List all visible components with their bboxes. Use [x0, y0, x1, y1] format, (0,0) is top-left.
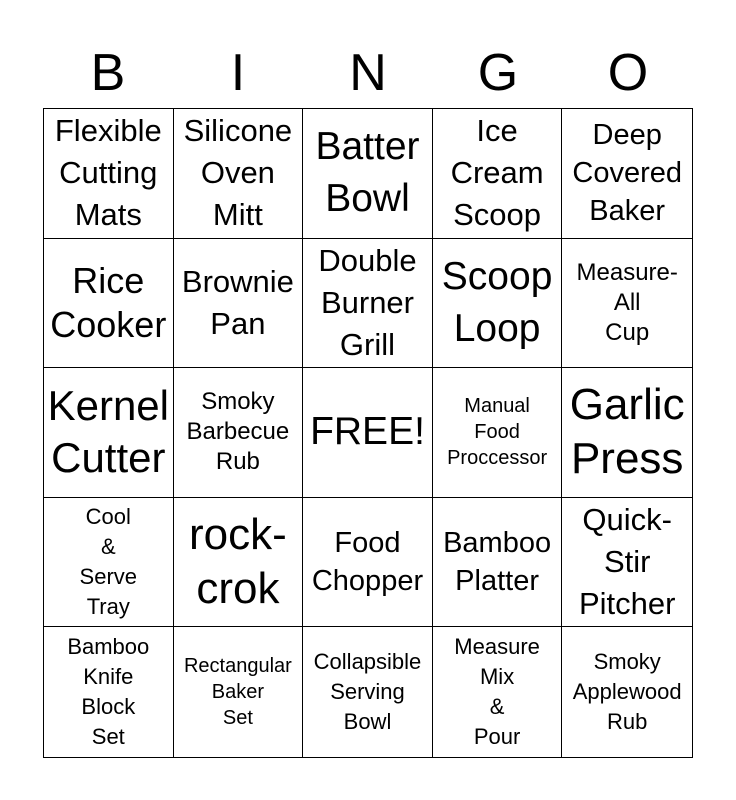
header-letter-n: N — [349, 44, 387, 102]
bingo-cell[interactable]: Collapsible Serving Bowl — [303, 627, 433, 757]
header-letter-i: I — [230, 44, 246, 102]
bingo-cell[interactable]: Deep Covered Baker — [562, 109, 692, 239]
bingo-cell[interactable]: Silicone Oven Mitt — [174, 109, 304, 239]
bingo-grid — [43, 108, 693, 758]
bingo-cell[interactable]: Garlic Press — [562, 368, 692, 498]
bingo-cell[interactable]: Measure Mix & Pour — [433, 627, 563, 757]
bingo-cell[interactable]: Cool & Serve Tray — [44, 498, 174, 628]
bingo-cell[interactable]: Food Chopper — [303, 498, 433, 628]
bingo-cell[interactable]: Smoky Applewood Rub — [572, 649, 682, 735]
header-letter-g: G — [477, 44, 519, 102]
bingo-cell[interactable]: Brownie Pan — [174, 239, 304, 369]
bingo-cell[interactable]: Quick- Stir Pitcher — [562, 498, 692, 628]
header-letter-o: O — [607, 44, 649, 102]
bingo-cell[interactable]: Double Burner Grill — [303, 239, 433, 369]
bingo-cell[interactable]: Bamboo Knife Block Set — [44, 627, 174, 757]
bingo-cell[interactable]: Manual Food Proccessor — [433, 368, 563, 498]
bingo-cell[interactable]: Ice Cream Scoop — [433, 109, 563, 239]
bingo-cell[interactable]: Kernel Cutter — [44, 368, 174, 498]
bingo-header — [43, 38, 693, 108]
bingo-cell[interactable]: FREE! — [303, 368, 433, 498]
bingo-cell[interactable]: rock- crok — [174, 498, 304, 628]
bingo-cell[interactable]: Batter Bowl — [303, 109, 433, 239]
bingo-cell[interactable]: Smoky Barbecue Rub — [174, 368, 304, 498]
bingo-cell[interactable]: Flexible Cutting Mats — [44, 109, 174, 239]
bingo-cell[interactable]: Bamboo Platter — [433, 498, 563, 628]
header-letter-b: B — [90, 44, 126, 102]
bingo-cell[interactable]: Measure- All Cup — [562, 239, 692, 369]
bingo-cell[interactable]: Rectangular Baker Set — [174, 627, 304, 757]
bingo-cell[interactable]: Scoop Loop — [433, 239, 563, 369]
bingo-cell[interactable]: Rice Cooker — [44, 239, 174, 369]
